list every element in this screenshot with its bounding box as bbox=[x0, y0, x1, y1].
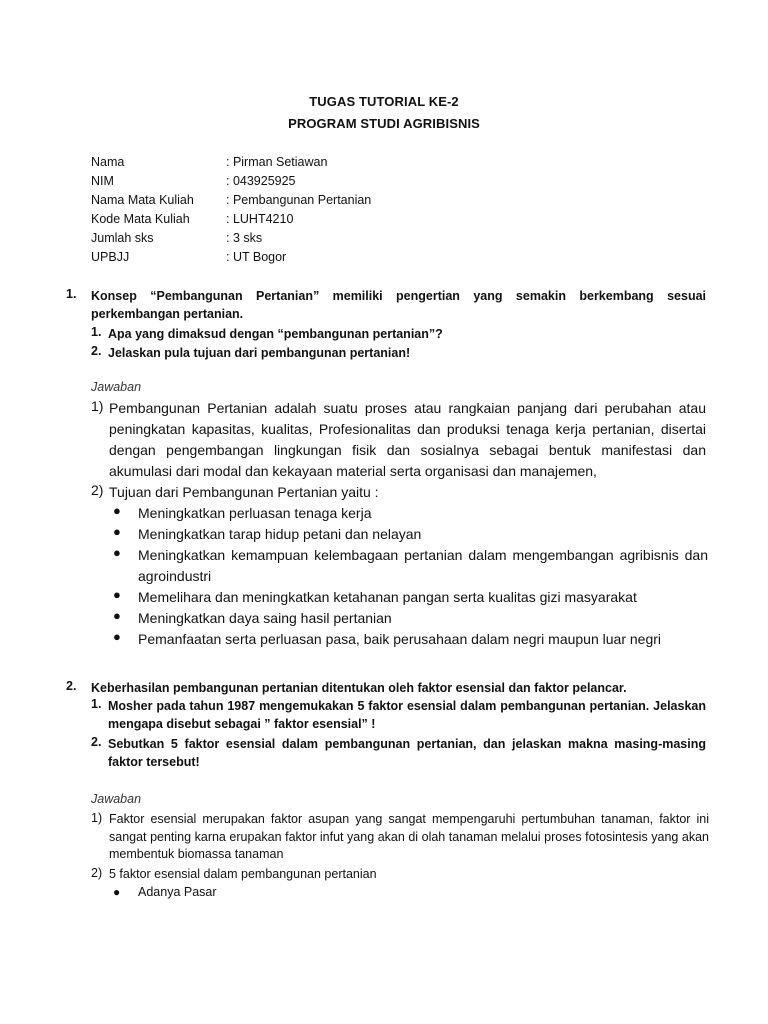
sub-question-text: Jelaskan pula tujuan dari pembangunan pertanian! bbox=[108, 346, 411, 360]
bullet-text: Adanya Pasar bbox=[138, 885, 217, 899]
answer-text: Pembangunan Pertanian adalah suatu proses atau rangkaian panjang dari perubahan atau peningkatan kapasitas, kualitas, Profesionalitas dan produksi tenaga kerja pertanian, disertai dengan pengembangan lingkungan fisik dan sosialnya sebagai bentuk manifestasi dan akumulasi dari modal dan kekayaan material serta organisasi dan manajemen, bbox=[109, 400, 706, 479]
answer-number: 2) bbox=[91, 482, 104, 498]
answer-heading: Jawaban bbox=[91, 792, 142, 806]
answer-number: 1) bbox=[91, 398, 104, 414]
answer-text: Tujuan dari Pembangunan Pertanian yaitu : bbox=[109, 484, 379, 500]
info-value: : Pirman Setiawan bbox=[226, 155, 328, 169]
sub-question-number: 1. bbox=[91, 325, 102, 339]
bullet-icon: ● bbox=[113, 587, 121, 602]
bullet-icon: ● bbox=[113, 524, 121, 539]
answer-heading: Jawaban bbox=[91, 380, 142, 394]
info-value: : 3 sks bbox=[226, 231, 263, 245]
document-subtitle: PROGRAM STUDI AGRIBISNIS bbox=[288, 116, 480, 131]
answer-text: 5 faktor esensial dalam pembangunan pertanian bbox=[109, 867, 377, 881]
bullet-icon: ● bbox=[113, 608, 121, 623]
answer-number: 2) bbox=[91, 866, 103, 880]
info-value: : Pembangunan Pertanian bbox=[226, 193, 372, 207]
info-value: : UT Bogor bbox=[226, 250, 287, 264]
sub-question-number: 2. bbox=[91, 344, 102, 358]
bullet-text: Meningkatkan perluasan tenaga kerja bbox=[138, 505, 372, 521]
bullet-icon: ● bbox=[113, 629, 121, 644]
info-label: UPBJJ bbox=[91, 250, 130, 264]
sub-question-number: 1. bbox=[91, 697, 102, 711]
question-number: 2. bbox=[66, 679, 77, 693]
info-label: Jumlah sks bbox=[91, 231, 154, 245]
info-label: Nama Mata Kuliah bbox=[91, 193, 194, 207]
info-label: NIM bbox=[91, 174, 114, 188]
sub-question-number: 2. bbox=[91, 735, 102, 749]
question-text: Konsep “Pembangunan Pertanian” memiliki pengertian yang semakin berkembang sesuai perkembangan pertanian. bbox=[91, 289, 706, 321]
bullet-text: Meningkatkan kemampuan kelembagaan pertanian dalam mengembangan agribisnis dan agroindustri bbox=[138, 547, 708, 584]
info-value: : LUHT4210 bbox=[226, 212, 294, 226]
info-label: Kode Mata Kuliah bbox=[91, 212, 190, 226]
question-text: Keberhasilan pembangunan pertanian ditentukan oleh faktor esensial dan faktor pelancar. bbox=[91, 681, 627, 695]
bullet-icon: ● bbox=[113, 545, 121, 560]
bullet-icon: ● bbox=[113, 503, 121, 518]
info-label: Nama bbox=[91, 155, 125, 169]
question-number: 1. bbox=[66, 287, 77, 301]
answer-number: 1) bbox=[91, 811, 103, 825]
info-value: : 043925925 bbox=[226, 174, 296, 188]
document-title: TUGAS TUTORIAL KE-2 bbox=[309, 94, 459, 109]
sub-question-text: Sebutkan 5 faktor esensial dalam pembangunan pertanian, dan jelaskan makna masing-masing faktor tersebut! bbox=[108, 737, 706, 769]
sub-question-text: Apa yang dimaksud dengan “pembangunan pertanian”? bbox=[108, 327, 443, 341]
bullet-text: Meningkatkan daya saing hasil pertanian bbox=[138, 610, 392, 626]
sub-question-text: Mosher pada tahun 1987 mengemukakan 5 faktor esensial dalam pembangunan pertanian. Jelaskan mengapa disebut sebagai ” faktor esensial” ! bbox=[108, 699, 706, 731]
answer-text: Faktor esensial merupakan faktor asupan yang sangat mempengaruhi pertumbuhan tanaman, faktor ini sangat penting karna erupakan faktor infut yang akan di olah tanaman melalui proses fotosintesis yang akan membentuk biomassa tanaman bbox=[109, 812, 709, 861]
bullet-text: Pemanfaatan serta perluasan pasa, baik perusahaan dalam negri maupun luar negri bbox=[138, 631, 662, 647]
bullet-text: Meningkatkan tarap hidup petani dan nelayan bbox=[138, 526, 422, 542]
bullet-icon: ● bbox=[113, 885, 121, 899]
bullet-text: Memelihara dan meningkatkan ketahanan pangan serta kualitas gizi masyarakat bbox=[138, 589, 637, 605]
